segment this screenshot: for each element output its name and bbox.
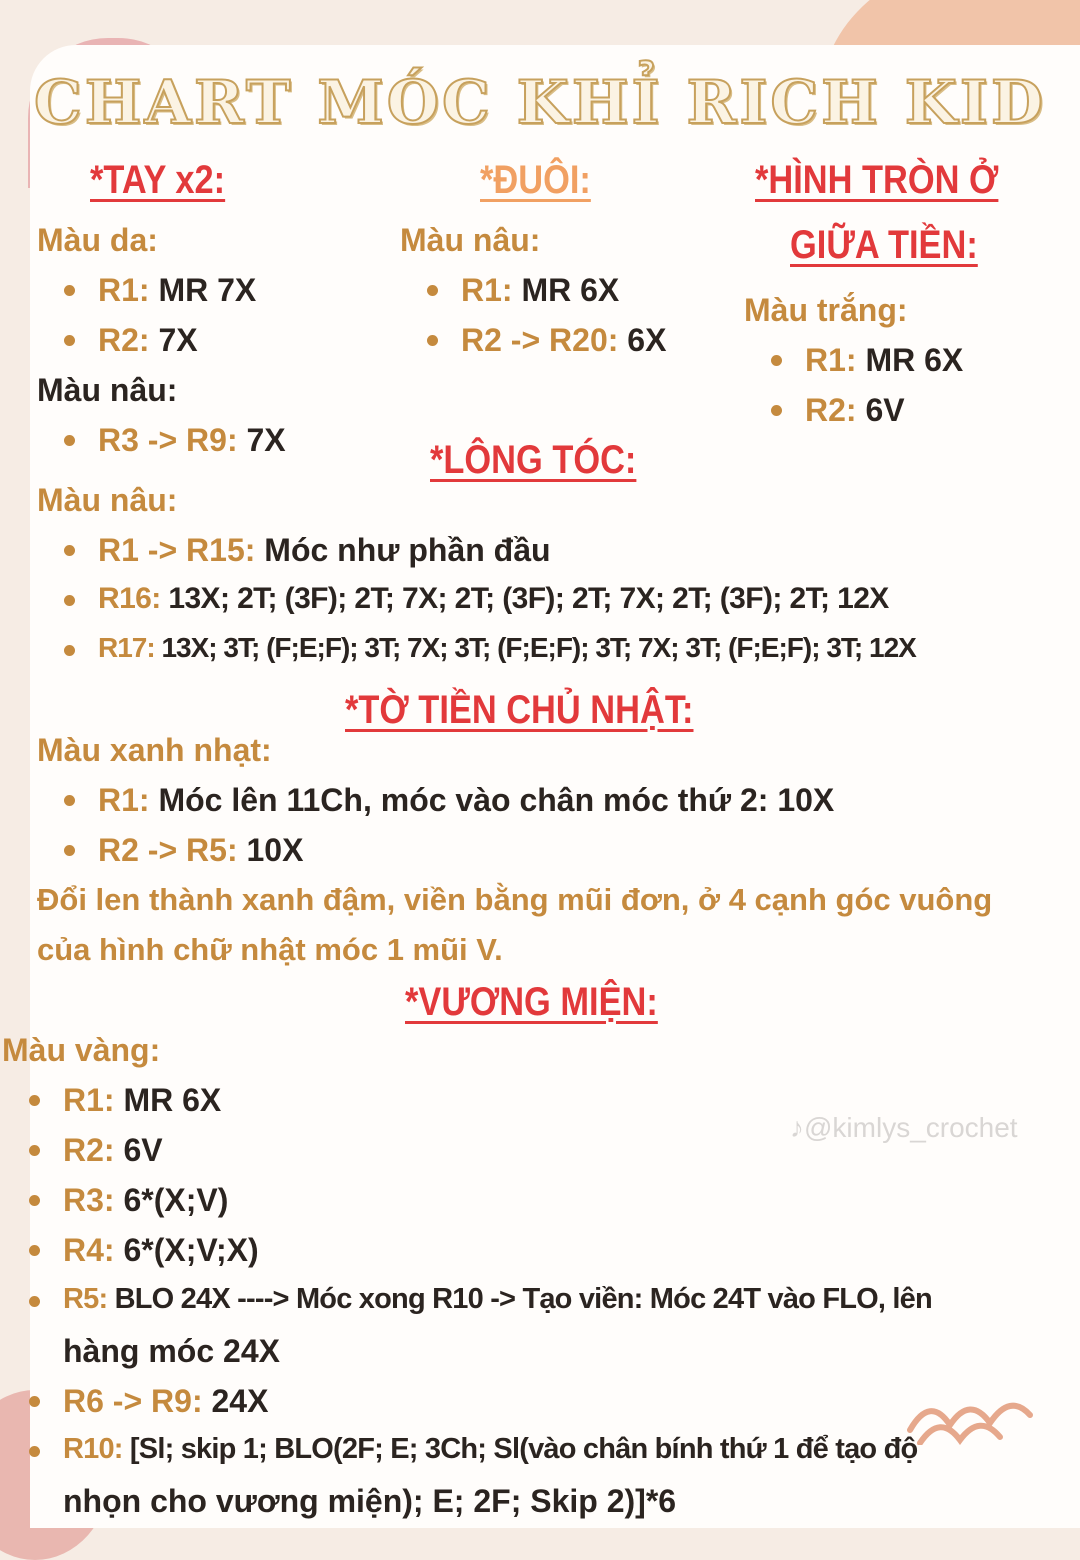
row-tay-r1: R1: MR 7X bbox=[98, 274, 256, 306]
bullet-icon bbox=[64, 285, 75, 296]
bullet-icon bbox=[771, 355, 782, 366]
heading-vuong-mien: *VƯƠNG MIỆN: bbox=[405, 980, 658, 1024]
bullet-icon bbox=[64, 845, 75, 856]
label-mau-nau-duoi: Màu nâu: bbox=[400, 222, 541, 258]
bullet-icon bbox=[427, 285, 438, 296]
decor-wave-icon bbox=[905, 1385, 1035, 1445]
row-tien-r1: R1: Móc lên 11Ch, móc vào chân móc thứ 2: 10X bbox=[98, 784, 834, 816]
bullet-icon bbox=[64, 595, 75, 606]
heading-hinh-tron-line2: GIỮA TIỀN: bbox=[790, 223, 978, 267]
row-duoi-r1: R1: MR 6X bbox=[461, 274, 619, 306]
bullet-icon bbox=[64, 335, 75, 346]
heading-hinh-tron-line1: *HÌNH TRÒN Ở bbox=[755, 158, 999, 202]
label-mau-nau-toc: Màu nâu: bbox=[37, 482, 178, 518]
bullet-icon bbox=[29, 1446, 40, 1457]
row-hinh-tron-r1: R1: MR 6X bbox=[805, 344, 963, 376]
bullet-icon bbox=[29, 1296, 40, 1307]
row-vm-r1: R1: MR 6X bbox=[63, 1084, 221, 1116]
bullet-icon bbox=[64, 645, 75, 656]
row-vm-r2: R2: 6V bbox=[63, 1134, 163, 1166]
row-tay-r2: R2: 7X bbox=[98, 324, 198, 356]
heading-to-tien: *TỜ TIỀN CHỦ NHẬT: bbox=[345, 688, 694, 732]
row-vm-r6: R6 -> R9: 24X bbox=[63, 1385, 268, 1417]
bullet-icon bbox=[64, 435, 75, 446]
page-title: CHART MÓC KHỈ RICH KID bbox=[34, 68, 1046, 138]
row-tay-r3: R3 -> R9: 7X bbox=[98, 424, 286, 456]
row-vm-r5-cont: hàng móc 24X bbox=[63, 1333, 280, 1369]
heading-long-toc: *LÔNG TÓC: bbox=[430, 438, 637, 482]
bullet-icon bbox=[29, 1145, 40, 1156]
watermark: ♪@kimlys_crochet bbox=[790, 1112, 1018, 1143]
row-vm-r4: R4: 6*(X;V;X) bbox=[63, 1234, 259, 1266]
row-vm-r3: R3: 6*(X;V) bbox=[63, 1184, 228, 1216]
bullet-icon bbox=[29, 1195, 40, 1206]
heading-duoi: *ĐUÔI: bbox=[480, 158, 591, 202]
label-mau-xanh-nhat: Màu xanh nhạt: bbox=[37, 732, 272, 768]
label-mau-da: Màu da: bbox=[37, 222, 158, 258]
row-toc-r16: R16: 13X; 2T; (3F); 2T; 7X; 2T; (3F); 2T; 7X; 2T; (3F); 2T; 12X bbox=[98, 584, 889, 614]
row-vm-r5: R5: BLO 24X ----> Móc xong R10 -> Tạo viền: Móc 24T vào FLO, lên bbox=[63, 1285, 932, 1314]
bullet-icon bbox=[29, 1095, 40, 1106]
row-tien-r2: R2 -> R5: 10X bbox=[98, 834, 303, 866]
bullet-icon bbox=[29, 1245, 40, 1256]
bullet-icon bbox=[64, 795, 75, 806]
bullet-icon bbox=[427, 335, 438, 346]
row-duoi-r2: R2 -> R20: 6X bbox=[461, 324, 666, 356]
row-toc-r1: R1 -> R15: Móc như phần đầu bbox=[98, 534, 551, 566]
bullet-icon bbox=[29, 1396, 40, 1407]
label-mau-trang: Màu trắng: bbox=[744, 292, 908, 328]
heading-tay: *TAY x2: bbox=[90, 158, 226, 202]
label-mau-nau-tay: Màu nâu: bbox=[37, 372, 178, 408]
bullet-icon bbox=[771, 405, 782, 416]
label-mau-vang: Màu vàng: bbox=[2, 1032, 161, 1068]
row-vm-r10-cont: nhọn cho vương miện); E; 2F; Skip 2)]*6 bbox=[63, 1483, 677, 1519]
bullet-icon bbox=[64, 545, 75, 556]
row-vm-r10: R10: [Sl; skip 1; BLO(2F; E; 3Ch; Sl(vào chân bính thứ 1 để tạo độ bbox=[63, 1435, 917, 1464]
row-toc-r17: R17: 13X; 3T; (F;E;F); 3T; 7X; 3T; (F;E;F); 3T; 7X; 3T; (F;E;F); 3T; 12X bbox=[98, 634, 916, 662]
note-line-1: Đổi len thành xanh đậm, viền bằng mũi đơn, ở 4 cạnh góc vuông bbox=[37, 882, 993, 917]
row-hinh-tron-r2: R2: 6V bbox=[805, 394, 905, 426]
note-line-2: của hình chữ nhật móc 1 mũi V. bbox=[37, 932, 503, 967]
